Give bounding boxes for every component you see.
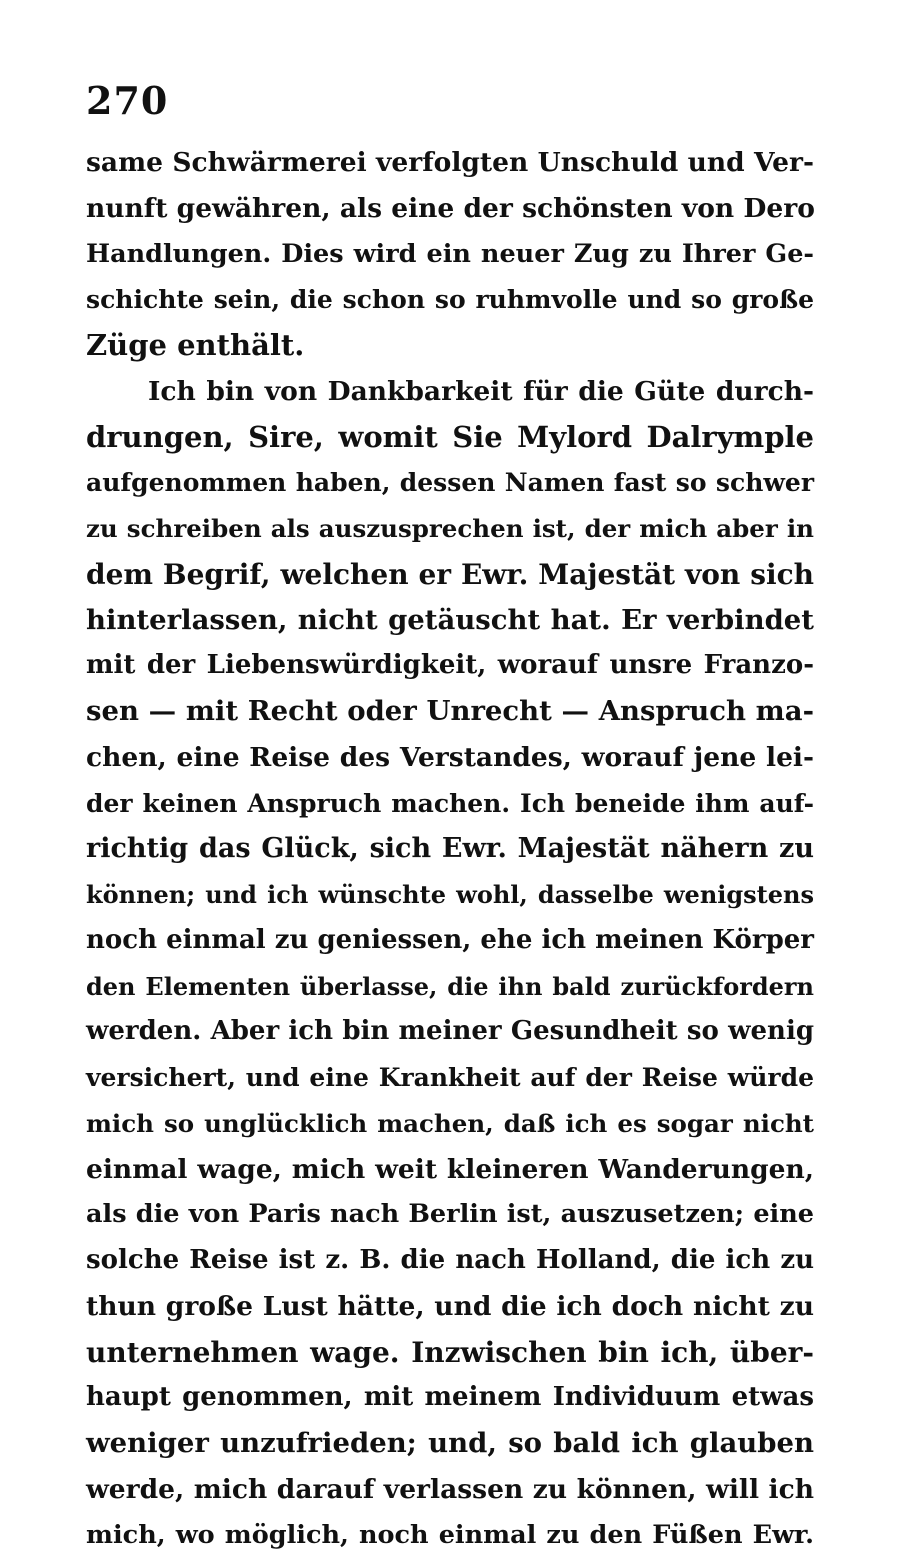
text-line: drungen, Sire, womit Sie Mylord Dalrymple xyxy=(86,419,814,454)
text-line: thun große Lust hätte, und die ich doch nicht zu xyxy=(86,1290,814,1322)
text-line: solche Reise ist z. B. die nach Holland, die ich zu xyxy=(86,1245,814,1275)
text-line: Züge enthält. xyxy=(86,328,305,362)
text-line: der keinen Anspruch machen. Ich beneide ihm auf- xyxy=(86,788,814,818)
text-line: können; und ich wünschte wohl, dasselbe wenigstens xyxy=(86,880,814,909)
text-line: mich, wo möglich, noch einmal zu den Füßen Ewr. xyxy=(86,1519,814,1550)
text-line: aufgenommen haben, dessen Namen fast so schwer xyxy=(86,468,814,498)
text-line: noch einmal zu geniessen, ehe ich meinen Körper xyxy=(86,924,814,955)
text-line: richtig das Glück, sich Ewr. Majestät nähern zu xyxy=(86,833,814,865)
text-line: versichert, und eine Krankheit auf der Reise würde xyxy=(86,1063,814,1092)
text-line: den Elementen überlasse, die ihn bald zurückfordern xyxy=(86,971,814,1001)
text-line: werden. Aber ich bin meiner Gesundheit so wenig xyxy=(86,1016,814,1047)
text-line: weniger unzufrieden; und, so bald ich glauben xyxy=(86,1427,814,1459)
text-line: zu schreiben als auszusprechen ist, der mich aber in xyxy=(86,514,814,543)
text-line: schichte sein, die schon so ruhmvolle und so große xyxy=(86,285,814,315)
text-line: als die von Paris nach Berlin ist, auszusetzen; eine xyxy=(86,1199,814,1230)
text-line: einmal wage, mich weit kleineren Wanderungen, xyxy=(86,1153,814,1185)
text-line: Ich bin von Dankbarkeit für die Güte durch- xyxy=(148,375,814,407)
text-line: unternehmen wage. Inzwischen bin ich, über- xyxy=(86,1335,814,1369)
text-line: mich so unglücklich machen, daß ich es sogar nicht xyxy=(86,1108,814,1138)
text-line: haupt genommen, mit meinem Individuum etwas xyxy=(86,1382,814,1413)
text-line: werde, mich darauf verlassen zu können, will ich xyxy=(86,1473,814,1505)
text-line: same Schwärmerei verfolgten Unschuld und Ver- xyxy=(86,147,814,178)
text-line: Handlungen. Dies wird ein neuer Zug zu Ihrer Ge- xyxy=(86,238,814,269)
text-line: sen — mit Recht oder Unrecht — Anspruch ma- xyxy=(86,695,814,727)
text-line: mit der Liebenswürdigkeit, worauf unsre Franzo- xyxy=(86,650,814,681)
text-line: chen, eine Reise des Verstandes, worauf jene lei- xyxy=(86,741,814,773)
text-line: hinterlassen, nicht getäuscht hat. Er verbindet xyxy=(86,603,814,636)
body-text xyxy=(86,140,814,1558)
page-number: 270 xyxy=(86,78,169,123)
text-line: dem Begrif, welchen er Ewr. Majestät von sich xyxy=(86,557,814,591)
text-line: nunft gewähren, als eine der schönsten von Dero xyxy=(86,192,815,224)
